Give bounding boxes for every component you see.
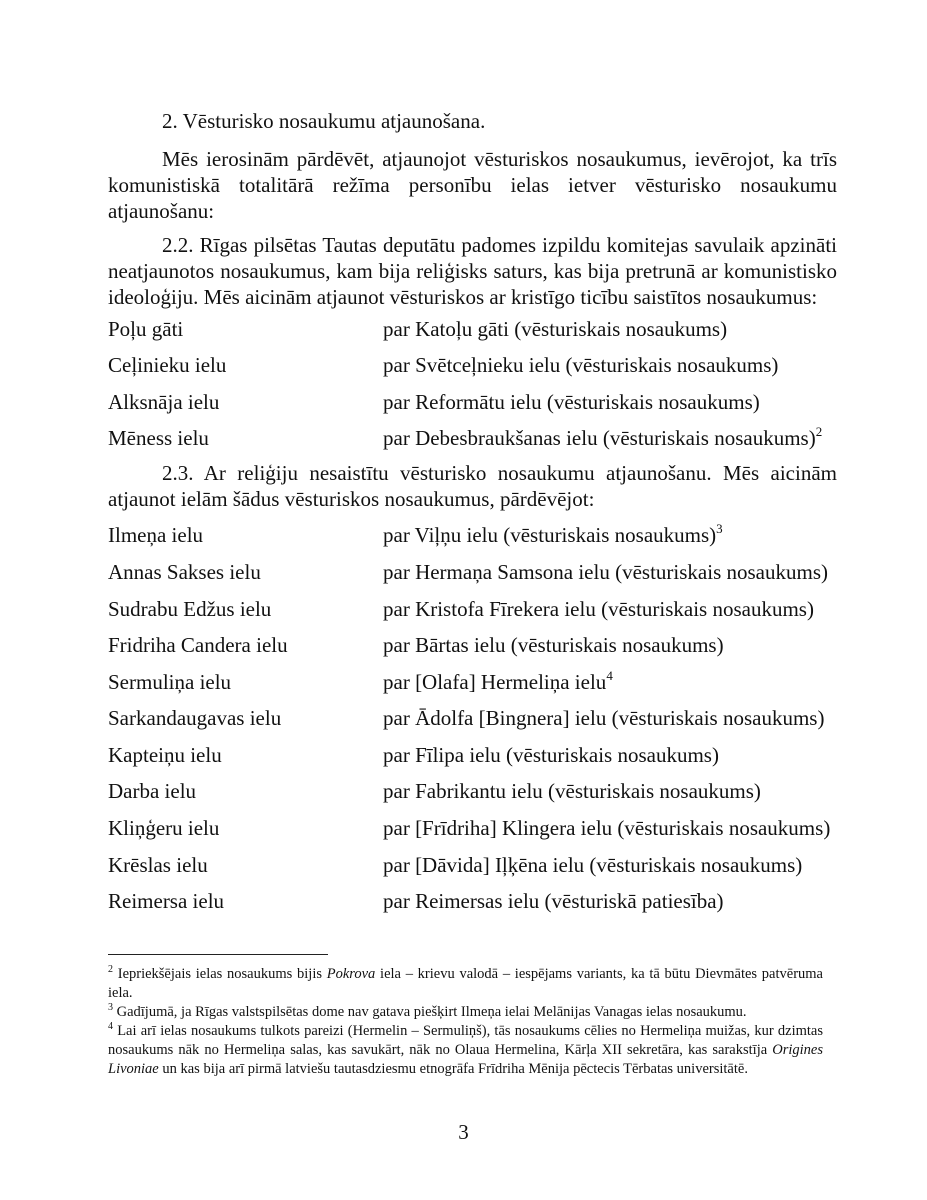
footnote-4 <box>108 1022 823 1079</box>
rename-row-old: Kliņģeru ielu <box>108 816 220 840</box>
rename-row-new <box>383 522 723 548</box>
rename-row-new: par Fīlipa ielu (vēsturiskais nosaukums) <box>383 743 719 767</box>
rename-row-new-text: par [Olafa] Hermeliņa ielu <box>383 670 607 694</box>
footnote-3 <box>108 1003 823 1022</box>
intro-paragraph: Mēs ierosinām pārdēvēt, atjaunojot vēsturiskos nosaukumus, ievērojot, ka trīs komunistiskā totalitārā režīma personību ielas ietver vēsturisko nosaukumu atjaunošanu: <box>108 147 837 223</box>
footnote-text: Iepriekšējais ielas nosaukums bijis <box>117 966 327 982</box>
footnote-ref[interactable]: 3 <box>716 521 723 536</box>
section-heading: 2. Vēsturisko nosaukumu atjaunošana. <box>162 109 486 133</box>
rename-row-new: par [Frīdriha] Klingera ielu (vēsturiskais nosaukums) <box>383 816 831 840</box>
rename-row-old: Darba ielu <box>108 779 197 803</box>
rename-row-new: par Bārtas ielu (vēsturiskais nosaukums) <box>383 633 724 657</box>
rename-row-old: Kapteiņu ielu <box>108 743 222 767</box>
footnote-ref[interactable]: 2 <box>815 424 823 439</box>
rename-row-old: Sarkandaugavas ielu <box>108 706 282 730</box>
rename-row-old: Alksnāja ielu <box>108 390 220 414</box>
footnote-separator <box>108 954 328 955</box>
rename-row-old: Ilmeņa ielu <box>108 523 204 547</box>
rename-row-old: Krēslas ielu <box>108 853 208 877</box>
rename-row-new: par Ādolfa [Bingnera] ielu (vēsturiskais nosaukums) <box>383 706 825 730</box>
rename-row-new: par Reformātu ielu (vēsturiskais nosaukums) <box>383 390 760 414</box>
rename-row-new: par Katoļu gāti (vēsturiskais nosaukums) <box>383 317 728 341</box>
footnote-text: Gadījumā, ja Rīgas valstspilsētas dome nav gatava piešķirt Ilmeņa ielai Melānijas Vanagas ielas nosaukumu. <box>116 1004 747 1020</box>
rename-row-old: Mēness ielu <box>108 426 209 450</box>
rename-row-new: par Hermaņa Samsona ielu (vēsturiskais nosaukums) <box>383 560 828 584</box>
rename-row-new: par Fabrikantu ielu (vēsturiskais nosaukums) <box>383 779 761 803</box>
rename-row-old: Sudrabu Edžus ielu <box>108 597 272 621</box>
page-number: 3 <box>458 1120 469 1144</box>
rename-row-new: par [Dāvida] Iļķēna ielu (vēsturiskais nosaukums) <box>383 853 803 877</box>
rename-row-old: Ceļinieku ielu <box>108 353 227 377</box>
rename-row-old: Fridriha Candera ielu <box>108 633 288 657</box>
footnote-text: un kas bija arī pirmā latviešu tautasdziesmu etnogrāfa Frīdriha Mēnija pēctecis Tērbatas universitātē. <box>158 1061 748 1077</box>
rename-row-new: par Svētceļnieku ielu (vēsturiskais nosaukums) <box>383 353 779 377</box>
rename-row-new-text: par Viļņu ielu (vēsturiskais nosaukums) <box>383 523 717 547</box>
footnote-ref[interactable]: 4 <box>606 668 613 683</box>
footnote-italic: Origines Livoniae <box>108 1042 823 1077</box>
rename-row-old: Annas Sakses ielu <box>108 560 261 584</box>
footnote-2 <box>108 965 823 1003</box>
rename-row-new <box>383 425 822 451</box>
rename-row-old: Sermuliņa ielu <box>108 670 232 694</box>
rename-row-old: Poļu gāti <box>108 317 184 341</box>
paragraph-2-3: 2.3. Ar reliģiju nesaistītu vēsturisko nosaukumu atjaunošanu. Mēs aicinām atjaunot ielām šādus vēsturiskos nosaukumus, pārdēvējot: <box>108 461 837 511</box>
footnote-marker: 4 <box>108 1021 113 1033</box>
footnote-marker: 2 <box>108 964 113 976</box>
rename-row-new-text: par Debesbraukšanas ielu (vēsturiskais nosaukums) <box>383 426 816 450</box>
footnote-text: Lai arī ielas nosaukums tulkots pareizi (Hermelin – Sermuliņš), tās nosaukums cēlies no Hermeliņa muižas, kur dzimtas nosaukums nāk no Hermeliņa salas, kas savukārt, nāk no Olaua Hermelina, Kārļa XII sekretāra, kas sarakstīja <box>108 1023 824 1058</box>
paragraph-2-2: 2.2. Rīgas pilsētas Tautas deputātu padomes izpildu komitejas savulaik apzināti neatjaunotos nosaukumus, kam bija reliģisks saturs, kas bija pretrunā ar komunistisko ideoloģiju. Mēs aicinām atjaunot vēsturiskos ar kristīgo ticību saistītos nosaukumus: <box>108 233 837 309</box>
footnote-marker: 3 <box>108 1002 113 1014</box>
rename-row-new <box>383 669 613 695</box>
rename-row-old: Reimersa ielu <box>108 889 225 913</box>
rename-row-new: par Kristofa Fīrekera ielu (vēsturiskais nosaukums) <box>383 597 814 621</box>
rename-row-new: par Reimersas ielu (vēsturiskā patiesība) <box>383 889 724 913</box>
footnote-italic: Pokrova <box>326 966 376 982</box>
footnote-text: iela – krievu valodā – iespējams variants, ka tā būtu Dievmātes patvēruma iela. <box>108 966 823 1001</box>
